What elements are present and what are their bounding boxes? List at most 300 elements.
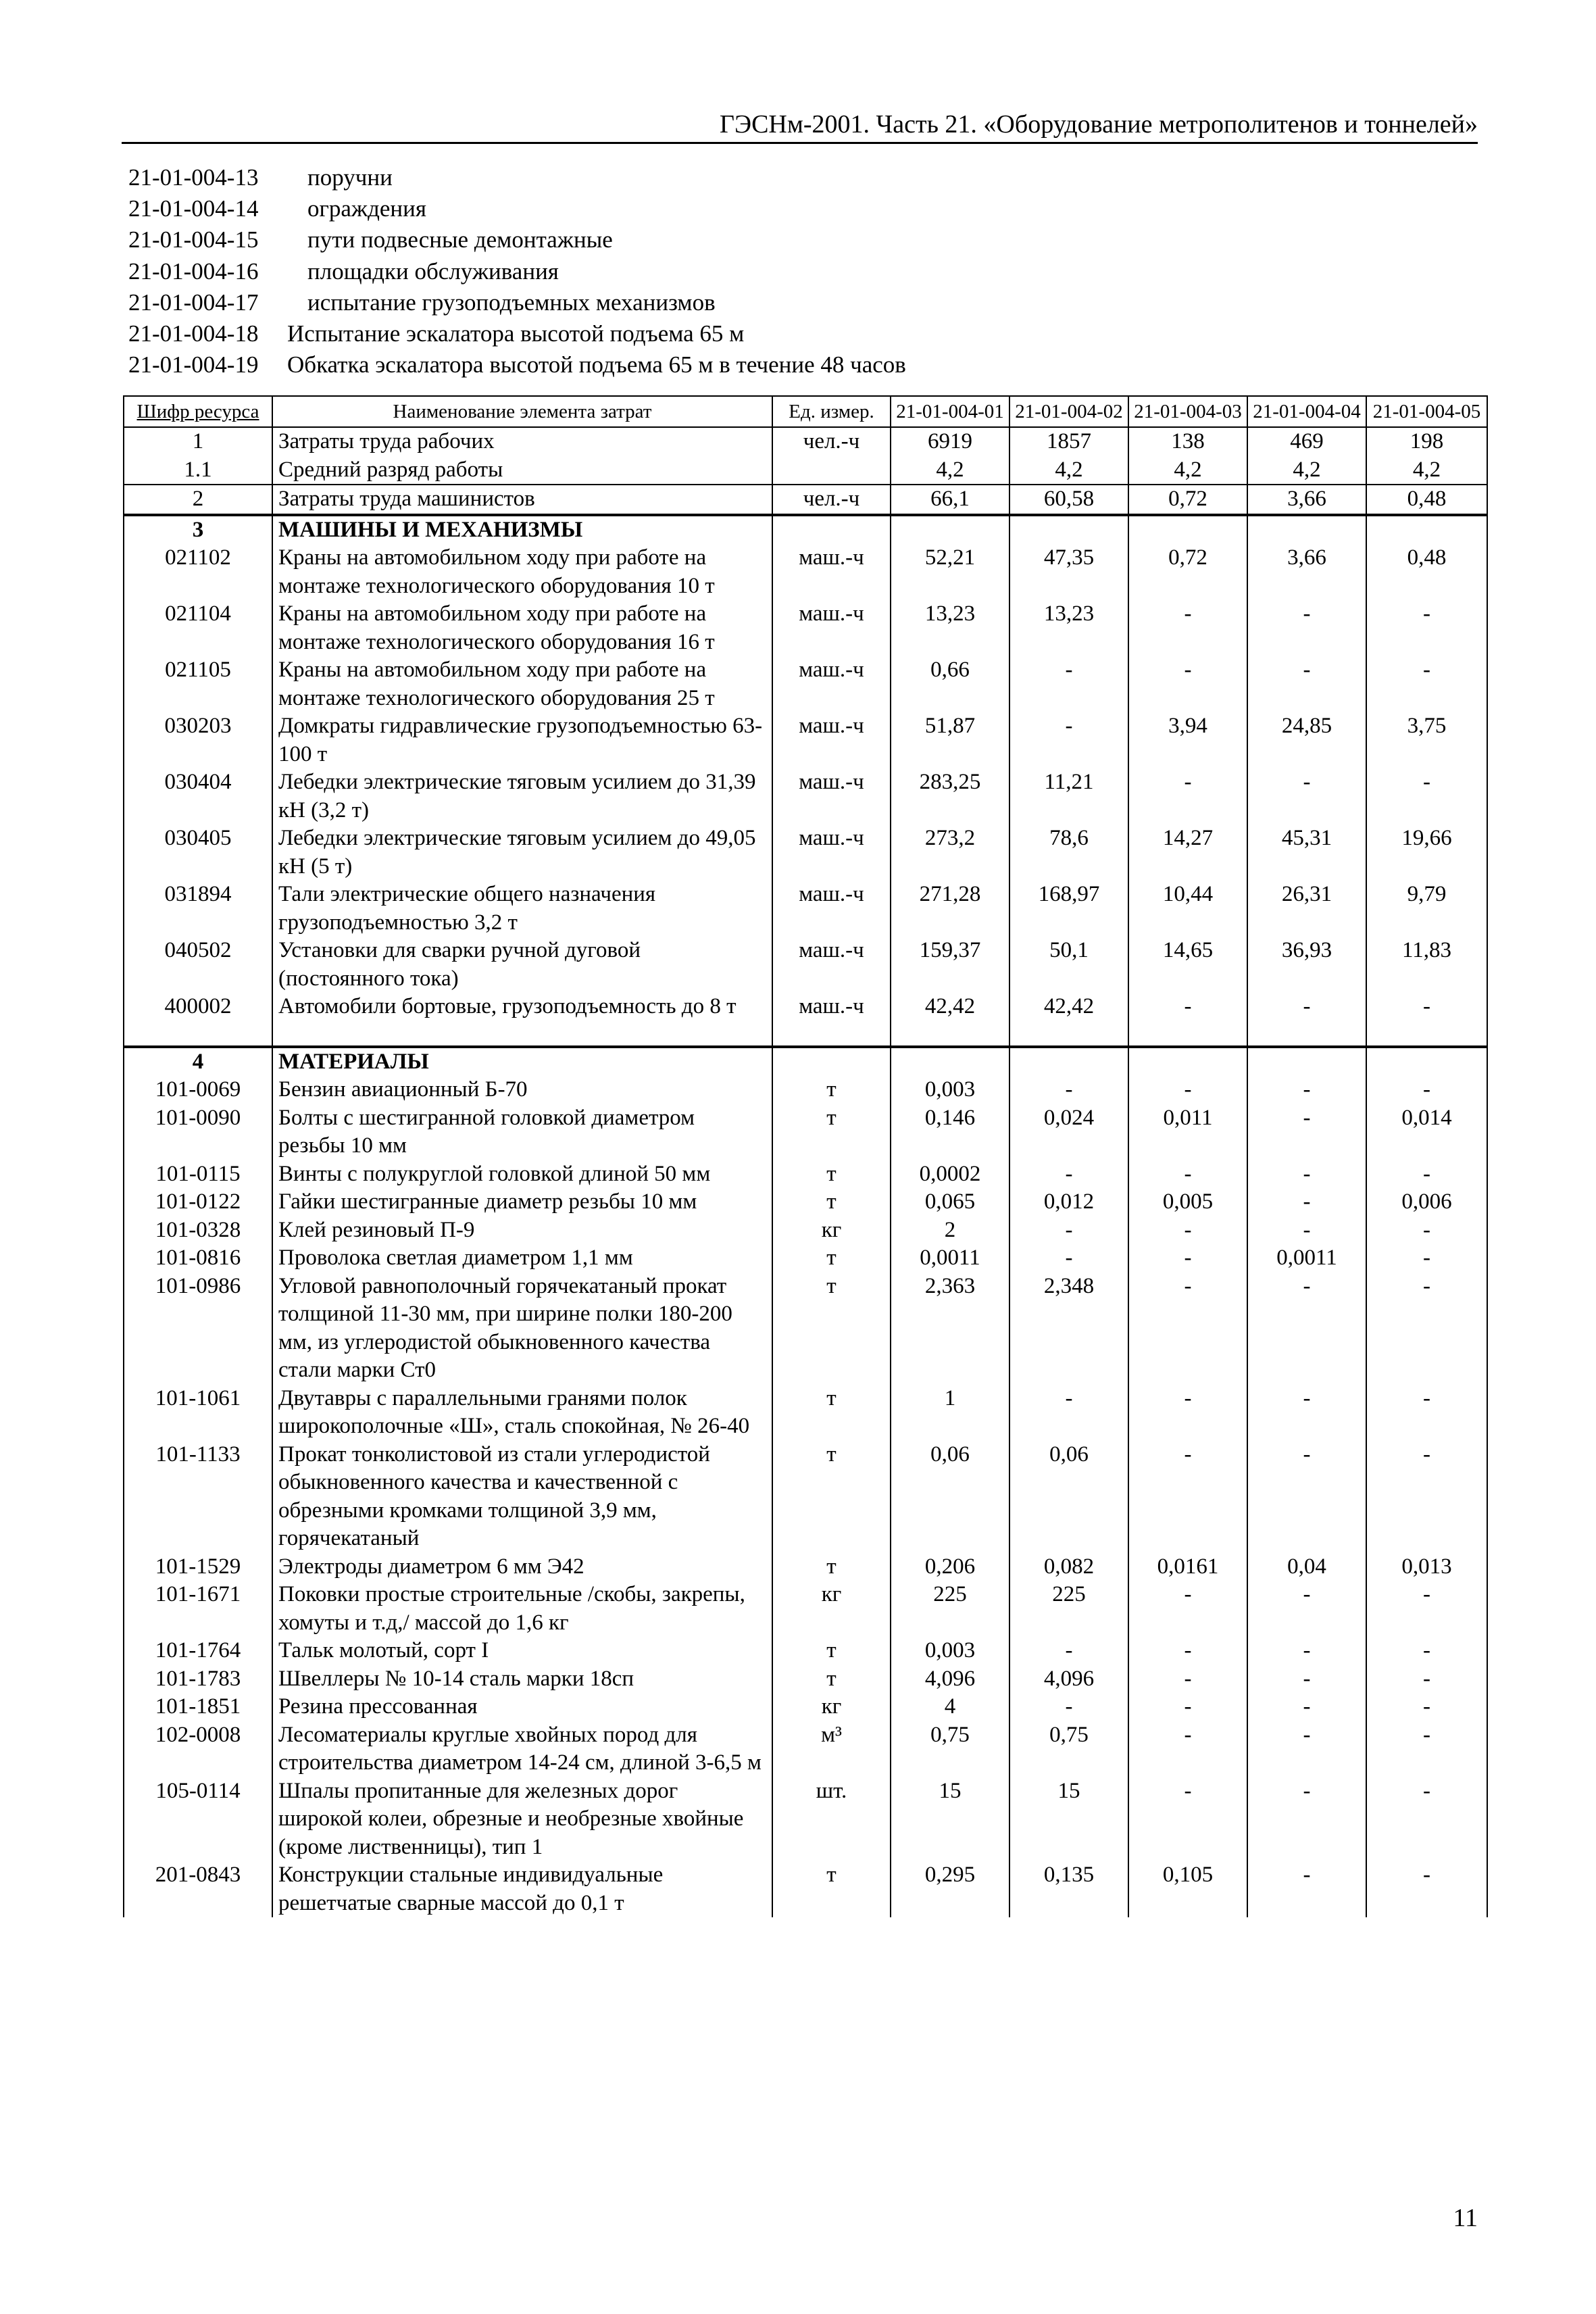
cell-unit: маш.-ч [772,993,891,1047]
table-row [124,427,1487,456]
cell-unit [772,1047,891,1077]
table-body [124,427,1487,1917]
cell-unit: т [772,1244,891,1273]
page-header [122,108,1478,144]
cell-unit [772,515,891,545]
cell-name: Тальк молотый, сорт I [272,1637,772,1665]
cell-c1: 2 [891,1216,1009,1245]
cell-name: Краны на автомобильном ходу при работе на монтаже технологического оборудования 10 т [272,544,772,600]
cell-unit: чел.-ч [772,427,891,456]
cell-code: 101-1529 [124,1553,272,1581]
cell-c5 [1366,1047,1487,1077]
cell-name: Проволока светлая диаметром 1,1 мм [272,1244,772,1273]
cell-c3: 0,72 [1128,544,1247,600]
cell-name: МАТЕРИАЛЫ [272,1047,772,1077]
cell-c4: - [1247,1693,1366,1721]
cell-code: 201-0843 [124,1861,272,1917]
cell-code: 040502 [124,937,272,993]
cell-c2: - [1009,656,1128,712]
code-list-code: 21-01-004-19 [128,351,259,378]
cell-code: 4 [124,1047,272,1077]
cell-c4: - [1247,1273,1366,1385]
table-row [124,656,1487,712]
cell-name: Краны на автомобильном ходу при работе на монтаже технологического оборудования 16 т [272,600,772,656]
code-list-name: поручни [307,164,393,191]
table-row [124,1385,1487,1441]
table-row [124,712,1487,768]
code-list-code: 21-01-004-17 [128,289,259,316]
cell-c1: 0,66 [891,656,1009,712]
cell-c4 [1247,515,1366,545]
cell-c2: - [1009,1160,1128,1189]
cell-c1: 42,42 [891,993,1009,1047]
resource-table [123,395,1488,1917]
cell-name: Краны на автомобильном ходу при работе на монтаже технологического оборудования 25 т [272,656,772,712]
code-list-code: 21-01-004-13 [128,164,259,191]
cell-c2: 42,42 [1009,993,1128,1047]
cell-c4: 0,04 [1247,1553,1366,1581]
cell-name: Затраты труда рабочих [272,427,772,456]
cell-c1: 271,28 [891,881,1009,937]
cell-c3: 0,72 [1128,485,1247,515]
cell-c4: - [1247,1216,1366,1245]
cell-c3: 0,0161 [1128,1553,1247,1581]
cell-c4: - [1247,1861,1366,1917]
cell-c1: 4,2 [891,456,1009,485]
cell-c3: 14,27 [1128,824,1247,881]
table-row [124,1104,1487,1160]
cell-unit: т [772,1188,891,1216]
cell-c5: 4,2 [1366,456,1487,485]
cell-c5: - [1366,1665,1487,1694]
cell-name: Клей резиновый П-9 [272,1216,772,1245]
cell-c5: 198 [1366,427,1487,456]
cell-c3 [1128,1047,1247,1077]
cell-c1: 283,25 [891,768,1009,824]
cell-c1: 51,87 [891,712,1009,768]
cell-c3: - [1128,1665,1247,1694]
cell-unit: маш.-ч [772,937,891,993]
cell-c5: - [1366,1861,1487,1917]
col-header-c2: 21-01-004-02 [1009,396,1128,427]
cell-c1: 0,06 [891,1441,1009,1553]
cell-c3: - [1128,1244,1247,1273]
table-row [124,1047,1487,1077]
cell-name: Лебедки электрические тяговым усилием до 49,05 кН (5 т) [272,824,772,881]
code-list-name: площадки обслуживания [307,257,559,285]
cell-name: Поковки простые строительные /скобы, закрепы, хомуты и т.д,/ массой до 1,6 кг [272,1581,772,1637]
cell-code: 021104 [124,600,272,656]
cell-c5: 11,83 [1366,937,1487,993]
cell-c2: 13,23 [1009,600,1128,656]
table-row [124,1188,1487,1216]
cell-c2: 60,58 [1009,485,1128,515]
table-row [124,1721,1487,1777]
cell-unit: т [772,1637,891,1665]
cell-c1: 1 [891,1385,1009,1441]
cell-name: Швеллеры № 10-14 сталь марки 18сп [272,1665,772,1694]
cell-code: 101-1851 [124,1693,272,1721]
cell-code: 101-0069 [124,1076,272,1104]
cell-c3: - [1128,1693,1247,1721]
cell-c1: 0,0011 [891,1244,1009,1273]
cell-name: МАШИНЫ И МЕХАНИЗМЫ [272,515,772,545]
cell-unit: маш.-ч [772,881,891,937]
cell-unit: маш.-ч [772,768,891,824]
table-row [124,993,1487,1047]
cell-c4: - [1247,1581,1366,1637]
cell-name: Лебедки электрические тяговым усилием до 31,39 кН (3,2 т) [272,768,772,824]
cell-c2: 47,35 [1009,544,1128,600]
cell-unit: кг [772,1216,891,1245]
cell-c2: - [1009,712,1128,768]
cell-c2 [1009,515,1128,545]
cell-unit: т [772,1104,891,1160]
cell-c1: 159,37 [891,937,1009,993]
cell-c2: 0,082 [1009,1553,1128,1581]
cell-name: Шпалы пропитанные для железных дорог широкой колеи, обрезные и необрезные хвойные (кроме лиственницы), тип 1 [272,1777,772,1862]
cell-unit: маш.-ч [772,544,891,600]
cell-c3: 14,65 [1128,937,1247,993]
cell-c4 [1247,1047,1366,1077]
cell-c1: 15 [891,1777,1009,1862]
table-row [124,1244,1487,1273]
cell-c2: 225 [1009,1581,1128,1637]
cell-c3: 10,44 [1128,881,1247,937]
col-header-c4: 21-01-004-04 [1247,396,1366,427]
cell-c1: 4,096 [891,1665,1009,1694]
cell-c2 [1009,1047,1128,1077]
cell-c5: 19,66 [1366,824,1487,881]
cell-name: Затраты труда машинистов [272,485,772,515]
cell-c3: 4,2 [1128,456,1247,485]
table-row [124,515,1487,545]
cell-unit: т [772,1861,891,1917]
cell-name: Прокат тонколистовой из стали углеродистой обыкновенного качества и качественной с обрезными кромками толщиной 3,9 мм, горячекатаный [272,1441,772,1553]
cell-c2: 0,06 [1009,1441,1128,1553]
cell-c2: 1857 [1009,427,1128,456]
col-header-c1: 21-01-004-01 [891,396,1009,427]
code-list-name: испытание грузоподъемных механизмов [307,289,716,316]
cell-c2: 0,024 [1009,1104,1128,1160]
cell-c4: - [1247,656,1366,712]
cell-c4: - [1247,1188,1366,1216]
cell-c1: 0,146 [891,1104,1009,1160]
cell-c2: 78,6 [1009,824,1128,881]
cell-name: Винты с полукруглой головкой длиной 50 мм [272,1160,772,1189]
cell-c4: 24,85 [1247,712,1366,768]
table-row [124,1637,1487,1665]
cell-c2: 0,012 [1009,1188,1128,1216]
cell-c5: - [1366,600,1487,656]
cell-c1: 0,295 [891,1861,1009,1917]
table-row [124,1861,1487,1917]
cell-code: 101-0115 [124,1160,272,1189]
table-row [124,1160,1487,1189]
cell-c5: - [1366,1244,1487,1273]
code-list-item [128,287,906,318]
cell-c4: - [1247,1076,1366,1104]
cell-c5: 0,014 [1366,1104,1487,1160]
cell-name: Тали электрические общего назначения грузоподъемностью 3,2 т [272,881,772,937]
cell-c5: - [1366,1385,1487,1441]
cell-c1: 2,363 [891,1273,1009,1385]
cell-name: Лесоматериалы круглые хвойных пород для строительства диаметром 14-24 см, длиной 3-6,5 м [272,1721,772,1777]
cell-c5: - [1366,1693,1487,1721]
cell-unit: маш.-ч [772,712,891,768]
cell-c1: 52,21 [891,544,1009,600]
table-row [124,544,1487,600]
table-row [124,485,1487,515]
cell-name: Бензин авиационный Б-70 [272,1076,772,1104]
cell-c3: - [1128,1581,1247,1637]
code-list-code: 21-01-004-18 [128,320,259,347]
cell-c3: - [1128,1076,1247,1104]
cell-c1: 225 [891,1581,1009,1637]
cell-c3: - [1128,993,1247,1047]
cell-c4: 4,2 [1247,456,1366,485]
table-row [124,1693,1487,1721]
cell-c3: - [1128,1216,1247,1245]
cell-c3: - [1128,1160,1247,1189]
code-list-code: 21-01-004-15 [128,226,259,253]
table-row [124,1777,1487,1862]
cell-code: 030203 [124,712,272,768]
cell-c2: - [1009,1076,1128,1104]
table-row [124,1076,1487,1104]
table-row [124,1581,1487,1637]
cell-code: 030405 [124,824,272,881]
cell-c5: - [1366,1076,1487,1104]
cell-name: Автомобили бортовые, грузоподъемность до 8 т [272,993,772,1047]
cell-c2: - [1009,1637,1128,1665]
code-list-item [128,224,906,255]
cell-c4: - [1247,600,1366,656]
cell-name: Электроды диаметром 6 мм Э42 [272,1553,772,1581]
cell-name: Гайки шестигранные диаметр резьбы 10 мм [272,1188,772,1216]
cell-unit: т [772,1385,891,1441]
code-list-item [128,256,906,287]
cell-c5: 9,79 [1366,881,1487,937]
cell-c5: 0,48 [1366,544,1487,600]
cell-code: 3 [124,515,272,545]
cell-c3: - [1128,1385,1247,1441]
cell-c1: 13,23 [891,600,1009,656]
cell-c5: - [1366,993,1487,1047]
cell-unit: т [772,1160,891,1189]
cell-c1 [891,1047,1009,1077]
table-row [124,824,1487,881]
cell-c5: - [1366,1777,1487,1862]
table-row [124,881,1487,937]
cell-c4: - [1247,1777,1366,1862]
cell-code: 021102 [124,544,272,600]
cell-code: 101-0986 [124,1273,272,1385]
cell-c3: - [1128,1777,1247,1862]
col-header-unit: Ед. измер. [772,396,891,427]
cell-unit: маш.-ч [772,656,891,712]
cell-c1 [891,515,1009,545]
cell-c4: - [1247,1441,1366,1553]
page-number: 11 [1453,2204,1478,2232]
cell-unit: м³ [772,1721,891,1777]
cell-c5: - [1366,1273,1487,1385]
cell-c4: - [1247,1665,1366,1694]
cell-name: Средний разряд работы [272,456,772,485]
col-header-c5: 21-01-004-05 [1366,396,1487,427]
cell-c1: 0,0002 [891,1160,1009,1189]
cell-c1: 0,003 [891,1637,1009,1665]
table-row [124,456,1487,485]
cell-c1: 0,003 [891,1076,1009,1104]
cell-c1: 6919 [891,427,1009,456]
cell-c2: - [1009,1385,1128,1441]
cell-c5: - [1366,656,1487,712]
cell-c3: 138 [1128,427,1247,456]
table-row [124,768,1487,824]
code-list [128,162,906,380]
cell-c5: - [1366,768,1487,824]
cell-code: 101-1671 [124,1581,272,1637]
cell-c2: 4,2 [1009,456,1128,485]
cell-unit: т [772,1273,891,1385]
header-title: ГЭСНм-2001. Часть 21. «Оборудование метрополитенов и тоннелей» [720,110,1478,139]
code-list-item [128,193,906,224]
cell-code: 1.1 [124,456,272,485]
cell-code: 105-0114 [124,1777,272,1862]
cell-unit: т [772,1665,891,1694]
cell-c3 [1128,515,1247,545]
cell-name: Домкраты гидравлические грузоподъемностью 63-100 т [272,712,772,768]
cell-name: Угловой равнополочный горячекатаный прокат толщиной 11-30 мм, при ширине полки 180-200 мм, из углеродистой обыкновенного качества стали марки Ст0 [272,1273,772,1385]
cell-c3: - [1128,1441,1247,1553]
cell-c2: 11,21 [1009,768,1128,824]
table-row [124,600,1487,656]
cell-c2: - [1009,1244,1128,1273]
table-row [124,1216,1487,1245]
cell-code: 2 [124,485,272,515]
cell-unit: маш.-ч [772,824,891,881]
cell-code: 101-1133 [124,1441,272,1553]
table-row [124,1273,1487,1385]
cell-name: Установки для сварки ручной дуговой (постоянного тока) [272,937,772,993]
cell-code: 101-0122 [124,1188,272,1216]
cell-c3: - [1128,600,1247,656]
col-header-c3: 21-01-004-03 [1128,396,1247,427]
cell-c1: 4 [891,1693,1009,1721]
cell-c5: - [1366,1160,1487,1189]
cell-c4: - [1247,1721,1366,1777]
cell-code: 101-0328 [124,1216,272,1245]
cell-c2: - [1009,1216,1128,1245]
cell-c3: 0,105 [1128,1861,1247,1917]
cell-c3: - [1128,1721,1247,1777]
code-list-name: Обкатка эскалатора высотой подъема 65 м в течение 48 часов [287,351,906,378]
table-row [124,1665,1487,1694]
cell-c3: - [1128,656,1247,712]
cell-c5: 0,006 [1366,1188,1487,1216]
cell-unit: т [772,1441,891,1553]
cell-c4: - [1247,1160,1366,1189]
cell-code: 400002 [124,993,272,1047]
cell-c4: 469 [1247,427,1366,456]
code-list-item [128,162,906,193]
cell-c4: - [1247,1385,1366,1441]
cell-c4: - [1247,1104,1366,1160]
cell-c4: 0,0011 [1247,1244,1366,1273]
cell-unit: кг [772,1581,891,1637]
cell-unit: т [772,1553,891,1581]
cell-code: 101-0816 [124,1244,272,1273]
cell-c5: - [1366,1721,1487,1777]
cell-c2: - [1009,1693,1128,1721]
table-row [124,1553,1487,1581]
table-header [124,396,1487,427]
cell-c5 [1366,515,1487,545]
cell-c4: - [1247,768,1366,824]
cell-code: 1 [124,427,272,456]
table-row [124,1441,1487,1553]
cell-c4: - [1247,993,1366,1047]
cell-c5: - [1366,1581,1487,1637]
cell-c1: 273,2 [891,824,1009,881]
cell-code: 102-0008 [124,1721,272,1777]
cell-c5: 0,48 [1366,485,1487,515]
cell-name: Болты с шестигранной головкой диаметром резьбы 10 мм [272,1104,772,1160]
cell-name: Резина прессованная [272,1693,772,1721]
cell-c3: - [1128,1637,1247,1665]
cell-unit: маш.-ч [772,600,891,656]
col-header-name: Наименование элемента затрат [272,396,772,427]
cell-c4: - [1247,1637,1366,1665]
code-list-item [128,349,906,380]
cell-unit: чел.-ч [772,485,891,515]
cell-name: Конструкции стальные индивидуальные решетчатые сварные массой до 0,1 т [272,1861,772,1917]
cell-code: 101-0090 [124,1104,272,1160]
cell-c1: 0,75 [891,1721,1009,1777]
table-row [124,937,1487,993]
cell-c2: 0,75 [1009,1721,1128,1777]
col-header-code: Шифр ресурса [124,396,272,427]
code-list-name: Испытание эскалатора высотой подъема 65 м [287,320,745,347]
code-list-item [128,318,906,349]
cell-c5: 3,75 [1366,712,1487,768]
cell-c2: 0,135 [1009,1861,1128,1917]
cell-code: 030404 [124,768,272,824]
cell-name: Двутавры с параллельными гранями полок широкополочные «Ш», сталь спокойная, № 26-40 [272,1385,772,1441]
cell-code: 021105 [124,656,272,712]
cell-code: 101-1783 [124,1665,272,1694]
cell-code: 031894 [124,881,272,937]
cell-c4: 45,31 [1247,824,1366,881]
cell-c3: - [1128,1273,1247,1385]
cell-c2: 168,97 [1009,881,1128,937]
cell-c5: - [1366,1637,1487,1665]
cell-c4: 36,93 [1247,937,1366,993]
cell-c3: 0,011 [1128,1104,1247,1160]
cell-unit [772,456,891,485]
cell-c1: 0,065 [891,1188,1009,1216]
cell-unit: т [772,1076,891,1104]
cell-unit: шт. [772,1777,891,1862]
cell-c3: 0,005 [1128,1188,1247,1216]
code-list-code: 21-01-004-16 [128,257,259,285]
cell-code: 101-1764 [124,1637,272,1665]
cell-c1: 66,1 [891,485,1009,515]
code-list-name: ограждения [307,195,426,222]
cell-c4: 3,66 [1247,544,1366,600]
cell-c5: 0,013 [1366,1553,1487,1581]
